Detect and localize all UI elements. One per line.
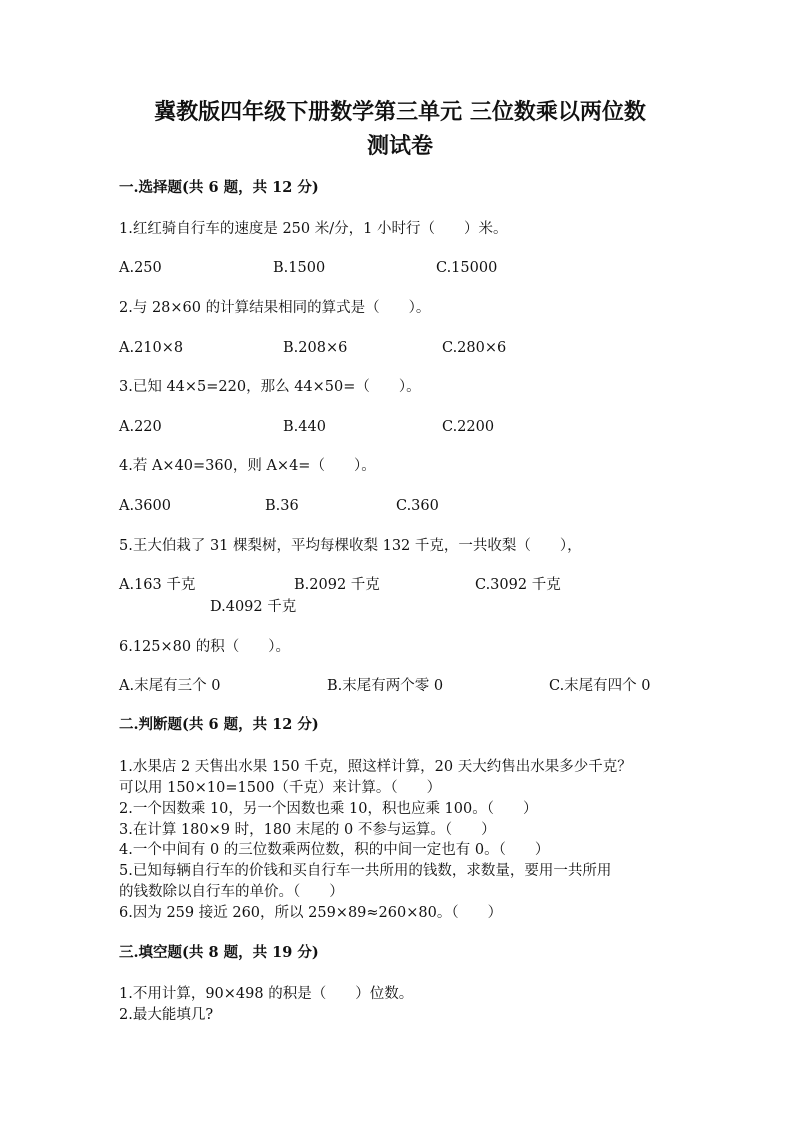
judgement-line: 6.因为 259 接近 260，所以 259×89≈260×80。（ ）: [119, 905, 503, 921]
question-text: 4.若 A×40=360，则 A×4=（ ）。: [119, 458, 376, 474]
exam-title-line1: 冀教版四年级下册数学第三单元 三位数乘以两位数: [154, 99, 646, 125]
option-b: B.36: [265, 498, 299, 514]
fill-blank-line: 2.最大能填几?: [119, 1007, 214, 1023]
judgement-line: 的钱数除以自行车的单价。（ ）: [119, 884, 344, 900]
option-c: C.360: [396, 498, 439, 514]
question-text: 3.已知 44×5=220，那么 44×50=（ ）。: [119, 379, 421, 395]
option-c: C.15000: [436, 260, 498, 276]
judgement-line: 4.一个中间有 0 的三位数乘两位数，积的中间一定也有 0。（ ）: [119, 842, 550, 858]
option-b: B.440: [283, 419, 326, 435]
option-a: A.210×8: [119, 340, 184, 356]
option-c: C.3092 千克: [475, 577, 561, 593]
option-b: B.208×6: [283, 340, 348, 356]
question-text: 1.红红骑自行车的速度是 250 米/分，1 小时行（ ）米。: [119, 221, 508, 237]
judgement-line: 3.在计算 180×9 时，180 末尾的 0 不参与运算。（ ）: [119, 822, 496, 838]
option-a: A.3600: [119, 498, 171, 514]
option-c: C.2200: [442, 419, 495, 435]
option-b: B.1500: [273, 260, 326, 276]
exam-title-line2: 测试卷: [366, 133, 433, 159]
option-c: C.末尾有四个 0: [549, 678, 651, 694]
question-text: 2.与 28×60 的计算结果相同的算式是（ ）。: [119, 300, 431, 316]
option-a: A.163 千克: [119, 577, 196, 593]
option-a: A.220: [119, 419, 162, 435]
option-b: B.末尾有两个零 0: [327, 678, 444, 694]
question-text: 5.王大伯栽了 31 棵梨树，平均每棵收梨 132 千克，一共收梨（ ），: [119, 538, 582, 554]
section3-heading: 三.填空题(共 8 题，共 19 分): [119, 944, 319, 961]
option-b: B.2092 千克: [294, 577, 380, 593]
option-a: A.250: [119, 260, 162, 276]
option-c: C.280×6: [442, 340, 507, 356]
judgement-line: 2.一个因数乘 10，另一个因数也乘 10，积也应乘 100。（ ）: [119, 801, 538, 817]
fill-blank-line: 1.不用计算，90×498 的积是（ ）位数。: [119, 986, 414, 1002]
section1-heading: 一.选择题(共 6 题，共 12 分): [119, 179, 319, 196]
question-text: 6.125×80 的积（ ）。: [119, 639, 290, 655]
option-a: A.末尾有三个 0: [119, 678, 221, 694]
section2-heading: 二.判断题(共 6 题，共 12 分): [119, 716, 319, 733]
judgement-line: 可以用 150×10=1500（千克）来计算。（ ）: [119, 780, 442, 796]
judgement-line: 1.水果店 2 天售出水果 150 千克，照这样计算，20 天大约售出水果多少千克？: [119, 759, 632, 775]
option-d: D.4092 千克: [210, 599, 297, 615]
judgement-line: 5.已知每辆自行车的价钱和买自行车一共所用的钱数，求数量，要用一共所用: [119, 863, 612, 879]
